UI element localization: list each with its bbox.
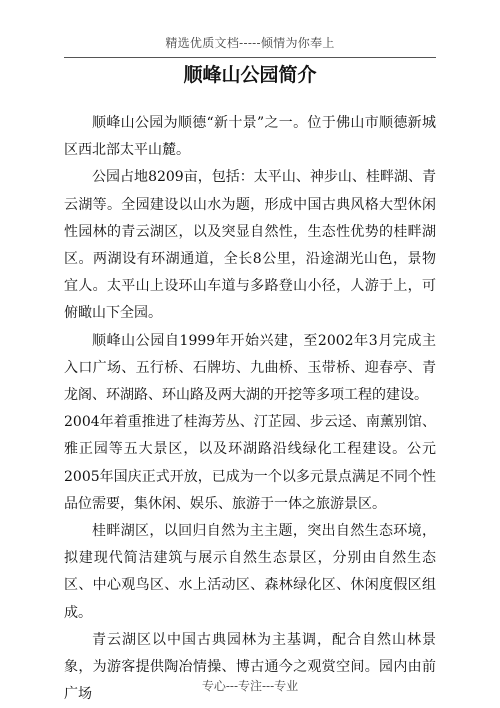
document-body [64, 110, 436, 708]
paragraph-intro: 顺峰山公园为顺德“新十景”之一。位于佛山市顺德新城区西北部太平山麓。 [64, 115, 436, 159]
document-title: 顺峰山公园简介 [183, 64, 317, 86]
paragraph-qingyun-lake: 青云湖区以中国古典园林为主基调，配合自然山林景象，为游客提供陶冶情操、博古通今之观赏空间。园内由前广场 [64, 631, 436, 703]
paragraph-area: 公园占地8209亩，包括：太平山、神步山、桂畔湖、青云湖等。全园建设以山水为题，形成中国古典风格大型休闲性园林的青云湖区，以及突显自然性，生态性优势的桂畔湖区。两湖设有环湖通道，全长8公里，沿途湖光山色，景物宜人。太平山上设环山车道与多路登山小径，人游于上，可俯瞰山下全园。 [64, 169, 436, 322]
page-header [64, 0, 436, 58]
header-text: 精选优质文档-----倾情为你奉上 [165, 36, 335, 50]
paragraph-construction: 顺峰山公园自1999年开始兴建，至2002年3月完成主入口广场、五行桥、石牌坊、九曲桥、玉带桥、迎春亭、青龙阁、环湖路、环山路及两大湖的开挖等多项工程的建设。 [64, 332, 436, 404]
paragraph-guipan-lake: 桂畔湖区，以回归自然为主主题，突出自然生态环境，拟建现代简洁建筑与展示自然生态景区，分别由自然生态区、中心观鸟区、水上活动区、森林绿化区、休闲度假区组成。 [64, 523, 436, 621]
page-footer: 专心---专注---专业 [201, 679, 299, 693]
paragraph-2004: 2004年着重推进了桂海芳丛、汀芷园、步云迳、南薰别馆、雅正园等五大景区，以及环湖路沿线绿化工程建设。公元2005年国庆正式开放，已成为一个以多元景点满足不同个性品位需要，集休闲、娱乐、旅游于一体之旅游景区。 [64, 414, 436, 512]
